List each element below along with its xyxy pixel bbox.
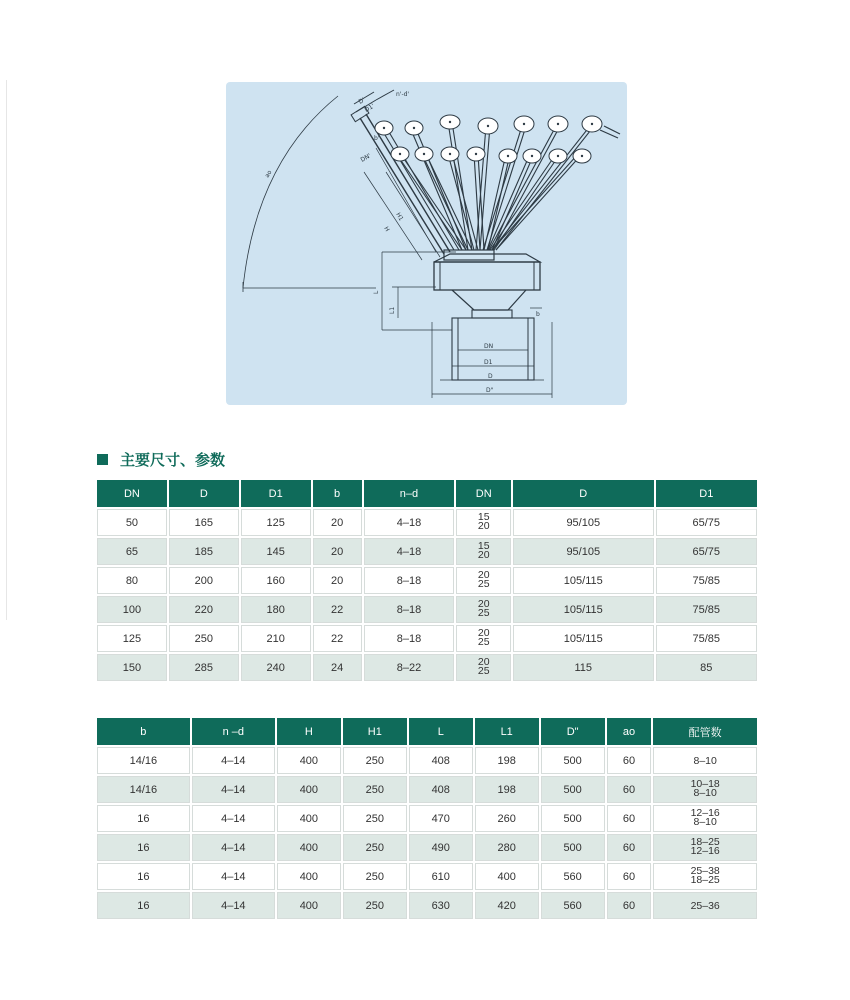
table-cell <box>456 538 511 565</box>
table-cell: 400 <box>277 747 341 774</box>
table-cell: 240 <box>241 654 311 681</box>
table-cell: 105/115 <box>513 625 654 652</box>
table-cell: 100 <box>97 596 167 623</box>
dimensions-table-2 <box>95 716 759 921</box>
table-cell: 95/105 <box>513 538 654 565</box>
table-header-row <box>97 480 757 507</box>
stacked-value: 20 <box>477 569 490 581</box>
table-cell: 16 <box>97 863 190 890</box>
stacked-value: 15 <box>477 540 490 552</box>
table-cell: 490 <box>409 834 473 861</box>
table-cell: 198 <box>475 747 539 774</box>
table-cell: 500 <box>541 747 605 774</box>
label-arc: ao <box>263 169 274 179</box>
table-header: L <box>409 718 473 745</box>
table-cell: 8–18 <box>364 567 455 594</box>
label-l1: L1 <box>389 306 396 314</box>
page-margin-line <box>6 80 7 620</box>
table-cell: 145 <box>241 538 311 565</box>
table-cell <box>653 863 757 890</box>
table-cell: 24 <box>313 654 362 681</box>
table-cell: 4–14 <box>192 747 275 774</box>
table-cell <box>456 596 511 623</box>
table-header: D <box>513 480 654 507</box>
table-cell: 4–14 <box>192 805 275 832</box>
table-cell: 75/85 <box>656 596 757 623</box>
table-cell <box>653 747 757 774</box>
table-header: D1 <box>656 480 757 507</box>
stacked-values <box>693 754 717 767</box>
table-cell: 20 <box>313 538 362 565</box>
label-n-d: n'-d' <box>396 91 410 98</box>
table-cell: 400 <box>277 834 341 861</box>
label-b: b <box>536 311 540 318</box>
table-header: b <box>97 718 190 745</box>
stacked-value: 25 <box>477 578 490 590</box>
table-header: b <box>313 480 362 507</box>
label-l: L <box>373 290 380 294</box>
stacked-value: 20 <box>477 627 490 639</box>
table-cell: 22 <box>313 625 362 652</box>
table-cell <box>456 567 511 594</box>
table-cell: 400 <box>277 805 341 832</box>
stacked-value: 20 <box>477 656 490 668</box>
table-header: D <box>169 480 239 507</box>
heading-square-icon <box>97 454 108 465</box>
stacked-value: 20 <box>477 520 490 532</box>
table-cell: 60 <box>607 892 652 919</box>
table-cell: 400 <box>475 863 539 890</box>
table-row <box>97 596 757 623</box>
section-heading <box>97 449 225 469</box>
stacked-value: 25–38 <box>690 865 720 877</box>
table-cell: 75/85 <box>656 625 757 652</box>
label-d1: D1 <box>484 359 493 366</box>
stacked-value: 25–36 <box>690 899 720 912</box>
table-cell: 60 <box>607 834 652 861</box>
table-cell: 500 <box>541 834 605 861</box>
table-cell: 185 <box>169 538 239 565</box>
stacked-value: 25 <box>477 636 490 648</box>
table-row <box>97 892 757 919</box>
table-row <box>97 654 757 681</box>
table-row <box>97 625 757 652</box>
table-cell <box>653 892 757 919</box>
table-cell: 65 <box>97 538 167 565</box>
table-cell <box>653 834 757 861</box>
manifold-drawing-svg <box>226 82 627 405</box>
table-cell: 60 <box>607 776 652 803</box>
table-cell: 105/115 <box>513 567 654 594</box>
stacked-value: 8–10 <box>693 754 717 767</box>
table-cell: 105/115 <box>513 596 654 623</box>
stacked-values <box>690 899 720 912</box>
table-cell: 408 <box>409 776 473 803</box>
table-cell: 16 <box>97 834 190 861</box>
table-cell: 4–14 <box>192 892 275 919</box>
table-cell <box>456 625 511 652</box>
table-header: 配管数 <box>653 718 757 745</box>
table-cell: 165 <box>169 509 239 536</box>
stacked-values <box>691 867 720 885</box>
table-cell: 250 <box>343 834 407 861</box>
table-header: H <box>277 718 341 745</box>
table-cell: 260 <box>475 805 539 832</box>
table-cell: 80 <box>97 567 167 594</box>
stacked-values <box>478 513 490 531</box>
table-cell: 60 <box>607 805 652 832</box>
table-cell: 220 <box>169 596 239 623</box>
label-d-prime: D' <box>357 96 367 106</box>
stacked-value: 15 <box>477 511 490 523</box>
table-cell: 4–14 <box>192 834 275 861</box>
stacked-value: 8–10 <box>693 816 717 828</box>
table-cell: 16 <box>97 805 190 832</box>
table-cell <box>653 776 757 803</box>
table-cell: 610 <box>409 863 473 890</box>
table-cell: 560 <box>541 863 605 890</box>
stacked-values <box>478 600 490 618</box>
technical-drawing <box>226 82 627 405</box>
label-d1-prime: D1' <box>363 102 376 114</box>
table-cell: 75/85 <box>656 567 757 594</box>
table-cell: 14/16 <box>97 776 190 803</box>
table-cell: 50 <box>97 509 167 536</box>
table-cell: 125 <box>97 625 167 652</box>
table-row <box>97 805 757 832</box>
table-cell: 250 <box>343 892 407 919</box>
table-cell: 65/75 <box>656 509 757 536</box>
table-cell: 85 <box>656 654 757 681</box>
table-cell: 470 <box>409 805 473 832</box>
stacked-values <box>691 809 720 827</box>
table-header: D" <box>541 718 605 745</box>
table-cell: 160 <box>241 567 311 594</box>
table-row <box>97 776 757 803</box>
label-h: H <box>382 225 391 233</box>
table-cell: 180 <box>241 596 311 623</box>
table-cell: 4–14 <box>192 776 275 803</box>
stacked-values <box>478 542 490 560</box>
table-cell <box>456 509 511 536</box>
table-cell: 14/16 <box>97 747 190 774</box>
stacked-value: 25 <box>477 665 490 677</box>
table-cell: 200 <box>169 567 239 594</box>
table-header: H1 <box>343 718 407 745</box>
stacked-values <box>478 629 490 647</box>
table-row <box>97 538 757 565</box>
table-cell: 125 <box>241 509 311 536</box>
table-cell: 210 <box>241 625 311 652</box>
table-header-row <box>97 718 757 745</box>
stacked-values <box>691 780 720 798</box>
table-cell: 4–18 <box>364 509 455 536</box>
stacked-value: 20 <box>477 598 490 610</box>
table-cell: 198 <box>475 776 539 803</box>
label-dn: DN <box>484 343 494 350</box>
table-header: D1 <box>241 480 311 507</box>
table-cell: 22 <box>313 596 362 623</box>
table-cell <box>456 654 511 681</box>
table-cell: 95/105 <box>513 509 654 536</box>
table-cell: 4–14 <box>192 863 275 890</box>
table-row <box>97 834 757 861</box>
table-cell: 115 <box>513 654 654 681</box>
table-cell: 20 <box>313 567 362 594</box>
table-row <box>97 567 757 594</box>
label-d: D <box>488 373 493 380</box>
table-cell: 20 <box>313 509 362 536</box>
table-cell: 250 <box>169 625 239 652</box>
section-title: 主要尺寸、参数 <box>120 450 226 469</box>
table-cell: 280 <box>475 834 539 861</box>
table-cell: 250 <box>343 776 407 803</box>
label-d-double: D" <box>486 387 494 394</box>
table-row <box>97 747 757 774</box>
table-cell: 400 <box>277 776 341 803</box>
label-b-prime: b' <box>374 135 380 142</box>
stacked-value: 8–10 <box>693 787 717 799</box>
table-cell: 16 <box>97 892 190 919</box>
table-header: n –d <box>192 718 275 745</box>
label-dn-prime: DN' <box>359 152 373 164</box>
table-cell: 60 <box>607 863 652 890</box>
table-cell: 8–18 <box>364 596 455 623</box>
table-cell: 400 <box>277 892 341 919</box>
stacked-value: 18–25 <box>690 874 720 886</box>
stacked-values <box>478 658 490 676</box>
stacked-values <box>478 571 490 589</box>
table-header: DN <box>97 480 167 507</box>
table-header: ao <box>607 718 652 745</box>
table-cell: 8–18 <box>364 625 455 652</box>
dimensions-table-1 <box>95 478 759 683</box>
table-row <box>97 509 757 536</box>
table-cell: 250 <box>343 863 407 890</box>
stacked-value: 20 <box>477 549 490 561</box>
table-header: n–d <box>364 480 455 507</box>
stacked-value: 25 <box>477 607 490 619</box>
stacked-value: 12–16 <box>690 807 720 819</box>
table-cell: 500 <box>541 776 605 803</box>
table-cell: 4–18 <box>364 538 455 565</box>
stacked-values <box>691 838 720 856</box>
table-cell: 420 <box>475 892 539 919</box>
table-cell: 250 <box>343 805 407 832</box>
table-cell <box>653 805 757 832</box>
table-cell: 150 <box>97 654 167 681</box>
table-cell: 560 <box>541 892 605 919</box>
table-cell: 285 <box>169 654 239 681</box>
table-cell: 65/75 <box>656 538 757 565</box>
table-cell: 60 <box>607 747 652 774</box>
table-cell: 500 <box>541 805 605 832</box>
table-header: DN <box>456 480 511 507</box>
table-cell: 250 <box>343 747 407 774</box>
table-header: L1 <box>475 718 539 745</box>
table-cell: 630 <box>409 892 473 919</box>
table-row <box>97 863 757 890</box>
stacked-value: 10–18 <box>690 778 720 790</box>
label-h1: H1 <box>394 211 405 223</box>
table-cell: 408 <box>409 747 473 774</box>
stacked-value: 18–25 <box>690 836 720 848</box>
table-cell: 8–22 <box>364 654 455 681</box>
stacked-value: 12–16 <box>690 845 720 857</box>
table-cell: 400 <box>277 863 341 890</box>
